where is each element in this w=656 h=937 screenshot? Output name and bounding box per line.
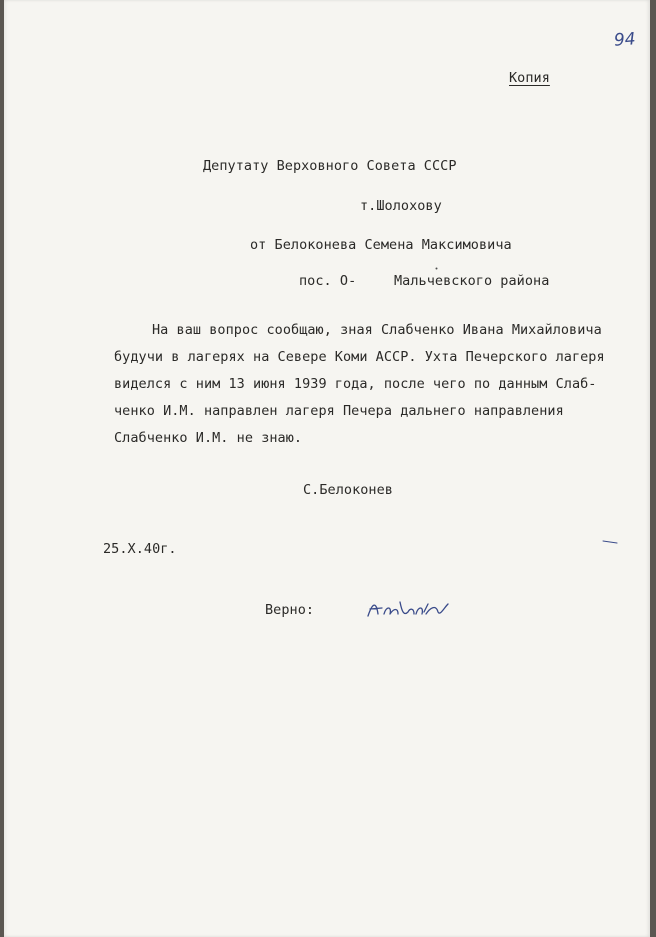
- body-line-3: виделся с ним 13 июня 1939 года, после чего по данным Слаб-: [114, 376, 597, 392]
- sender-district: Мальчевского района: [394, 273, 550, 289]
- body-line-2: будучи в лагерях на Севере Коми АССР. Ухта Печерского лагеря: [114, 349, 605, 365]
- handwritten-signature: [364, 594, 452, 624]
- document-page: [4, 0, 650, 937]
- body-line-4: ченко И.М. направлен лагеря Печера дальнего направления: [114, 403, 564, 419]
- ink-dot-icon: [435, 267, 438, 270]
- body-line-5: Слабченко И.М. не знаю.: [114, 430, 303, 446]
- certification-label: Верно:: [265, 602, 315, 618]
- addressee-line-1: Депутату Верховного Совета СССР: [203, 158, 457, 174]
- typed-signature: С.Белоконев: [303, 482, 393, 498]
- pen-mark-icon: [602, 540, 618, 544]
- sender-line-1: от Белоконева Семена Максимовича: [250, 237, 512, 253]
- body-line-1: На ваш вопрос сообщаю, зная Слабченко Ивана Михайловича: [152, 322, 602, 338]
- document-date: 25.Х.40г.: [103, 541, 177, 557]
- folio-number: 94: [613, 29, 637, 51]
- copy-label: Копия: [509, 70, 550, 86]
- sender-settlement: пос. О-: [299, 273, 357, 289]
- addressee-line-2: т.Шолохову: [360, 198, 442, 214]
